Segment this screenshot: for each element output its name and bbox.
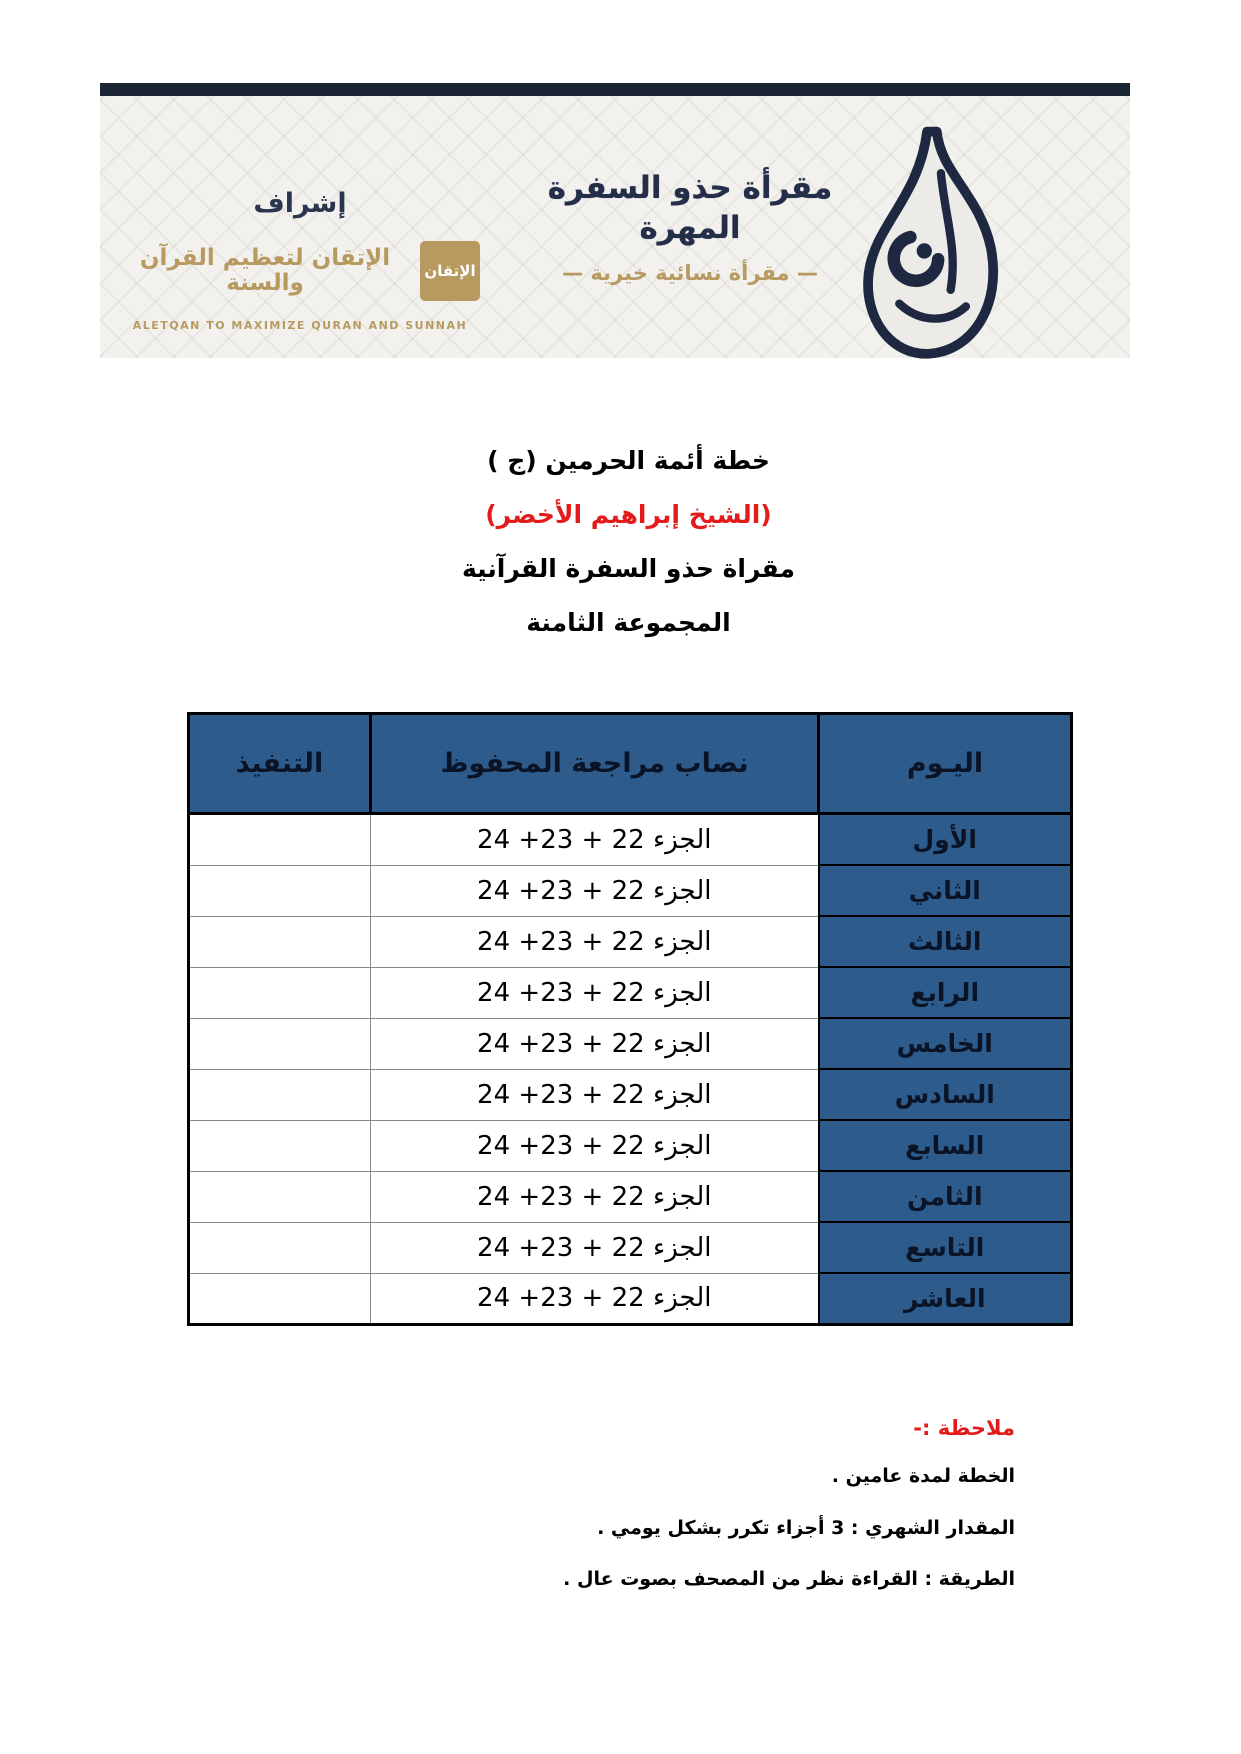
schedule-table [187,712,1073,1326]
day-cell: السابع [819,1120,1072,1171]
execution-cell [189,1120,371,1171]
portion-cell: الجزء 22 + 23+ 24 [371,1171,819,1222]
brand-tagline: — مقرأة نسائية خيرية — [562,260,818,285]
execution-cell [189,1273,371,1325]
table-row [189,865,1072,916]
execution-cell [189,1171,371,1222]
table-row [189,916,1072,967]
execution-cell [189,1018,371,1069]
day-cell: الخامس [819,1018,1072,1069]
day-cell: السادس [819,1069,1072,1120]
header-banner [100,83,1130,358]
portion-cell: الجزء 22 + 23+ 24 [371,1222,819,1273]
aletqan-emblem-icon: الإتقان [420,241,480,301]
execution-cell [189,1222,371,1273]
teardrop-calligraphy-icon [855,126,1013,362]
table-row [189,1120,1072,1171]
execution-cell [189,1069,371,1120]
day-cell: الثاني [819,865,1072,916]
execution-cell [189,865,371,916]
table-row [189,1273,1072,1325]
supervision-label: إشراف [253,188,347,219]
maqraah-title: مقراة حذو السفرة القرآنية [462,554,795,583]
execution-cell [189,916,371,967]
brand-block [520,168,860,285]
day-cell: العاشر [819,1273,1072,1325]
execution-cell [189,814,371,866]
day-cell: الثامن [819,1171,1072,1222]
table-row [189,1018,1072,1069]
table-row [189,814,1072,866]
aletqan-calligraphy: الإتقان لتعظيم القرآن والسنة [139,244,391,296]
note-method: الطريقة : القراءة نظر من المصحف بصوت عال . [563,1568,1015,1590]
execution-cell [189,967,371,1018]
aletqan-logo [120,231,480,311]
portion-cell: الجزء 22 + 23+ 24 [371,1120,819,1171]
table-row [189,967,1072,1018]
note-monthly-amount: المقدار الشهري : 3 أجزاء تكرر بشكل يومي . [597,1516,1015,1539]
portion-cell: الجزء 22 + 23+ 24 [371,814,819,866]
note-duration: الخطة لمدة عامين . [831,1465,1015,1487]
column-header-portion: نصاب مراجعة المحفوظ [371,714,819,814]
column-header-execution: التنفيذ [189,714,371,814]
banner-top-bar [100,83,1130,96]
column-header-day: اليـوم [819,714,1072,814]
day-cell: التاسع [819,1222,1072,1273]
portion-cell: الجزء 22 + 23+ 24 [371,865,819,916]
day-cell: الرابع [819,967,1072,1018]
portion-cell: الجزء 22 + 23+ 24 [371,967,819,1018]
portion-cell: الجزء 22 + 23+ 24 [371,1273,819,1325]
banner-background [100,96,1130,358]
table-header-row [189,714,1072,814]
group-title: المجموعة الثامنة [526,608,731,637]
day-cell: الثالث [819,916,1072,967]
day-cell: الأول [819,814,1072,866]
sheikh-name-title: (الشيخ إبراهيم الأخضر) [485,500,772,529]
plan-title: خطة أئمة الحرمين (ج ) [487,446,770,475]
supervising-org-block [120,188,480,332]
portion-cell: الجزء 22 + 23+ 24 [371,916,819,967]
aletqan-english-caption: ALETQAN TO MAXIMIZE QURAN AND SUNNAH [132,319,468,332]
portion-cell: الجزء 22 + 23+ 24 [371,1069,819,1120]
table-row [189,1069,1072,1120]
table-row [189,1171,1072,1222]
notes-heading: ملاحظة :- [913,1416,1015,1440]
table-row [189,1222,1072,1273]
brand-calligraphy: مقرأة حذو السفرة المهرة [547,170,833,247]
notes-section [187,1416,1015,1617]
portion-cell: الجزء 22 + 23+ 24 [371,1018,819,1069]
